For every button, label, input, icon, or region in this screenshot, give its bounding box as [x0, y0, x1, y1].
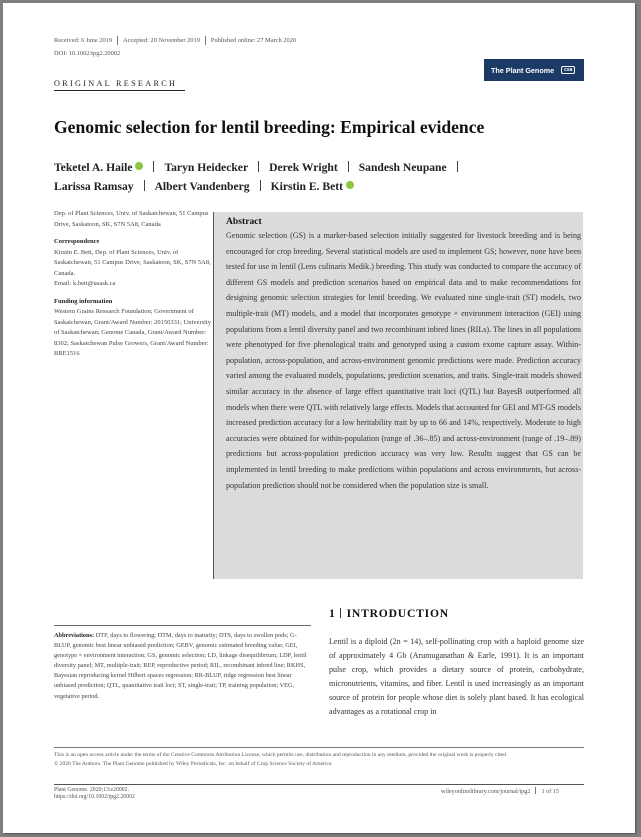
- abbreviations-text: DTF, days to flowering; DTM, days to maturity; DTS, days to swollen pods; G-BLUP, genomic best linear unbiased prediction; GEBV, genomic estimated breeding value; GEI, genotype × environment interaction; GS, genomic selection; LD, linkage disequilibrium; LDP, lentil diversity panel; MT, multiple-trait; REP, reproductive period; RIL, recombinant inbred line; RKHS, Bayesian reproducing kernel Hilbert spaces regression; RR-BLUP, ridge regression best linear unbiased prediction; QTL, quantitative trait loci; ST, single-trait; TP, training population; VEG, vegetative period.: [54, 632, 307, 700]
- introduction-heading: [329, 607, 449, 620]
- abstract-text: Genomic selection (GS) is a marker-based selection initially suggested for livestock breeding and is being encouraged for crop breeding. Several statistical models are used to implement GS; however, none have been tested for use in lentil (Lens culinaris Medik.) breeding. This study was conducted to compare the accuracy of different GS models and prediction scenarios based on empirical data and to make recommendations for designing genomic selection strategies for lentil breeding. We evaluated nine single-trait (ST) models, two multiple-trait (MT) models, and a model that incorporates genotype × environment interaction (GEI) using populations from a lentil diversity panel and two recombinant inbred lines (RILs). The lines in all populations were phenotyped for five phenological traits and genotyped using a custom exome capture assay. Within-population, across-population, and across-environment genomic predictions were made. Prediction accuracy varied among the evaluated models, populations, prediction scenarios, and traits. Single-trait models showed similar accuracy in the absence of large effect quantitative trait loci (QTL) but BayesB outperformed all models when there were QTL with relatively large effects. Models that accounted for GEI and MT-GS models increased prediction accuracy for a low heritability trait by up to 66 and 14%, respectively. Moderate to high accuracies were obtained for within-population (range of .36–.85) and across-environment (range of .19–.89) predictions but across-population prediction accuracy was very low. Results suggest that GS can be implemented in lentil breeding to make predictions within populations and across environments, but across-population prediction should not be considered when the population size is small.: [226, 231, 581, 490]
- bottom-rule: [54, 784, 584, 785]
- introduction-text: Lentil is a diploid (2n = 14), self-pollinating crop with a haploid genome size of approximately 4 Gb (Arumuganathan & Earle, 1991). It is an important pulse crop, which provides a dietary source of protein, carbohydrate, micronutrients, vitamins, and fiber. Lentil is used increasingly as an important source of protein for people whose diet is solely plant based. It has ecological advantages as a rotational crop in: [329, 637, 584, 716]
- journal-logo-text: The Plant Genome: [491, 65, 555, 75]
- affiliation: Dep. of Plant Sciences, Univ. of Saskatchewan, 51 Campus Drive, Saskatoon, SK, S7N 5A8, Canada: [54, 210, 209, 228]
- received-date: Received: 6 June 2019: [54, 36, 113, 44]
- orcid-icon[interactable]: [135, 162, 143, 170]
- orcid-icon[interactable]: [346, 181, 354, 189]
- author-list: [54, 158, 574, 196]
- license-text: This is an open access article under the terms of the Creative Commons Attribution License, which permits use, distribution and reproduction in any medium, provided the original work is properly cited.: [54, 752, 508, 758]
- abstract-heading: Abstract: [226, 216, 262, 227]
- article-title: Genomic selection for lentil breeding: Empirical evidence: [54, 117, 485, 137]
- funding-heading: Funding information: [54, 297, 113, 305]
- author[interactable]: Teketel A. Haile: [54, 161, 143, 174]
- article-info-sidebar: [54, 209, 214, 360]
- author[interactable]: Albert Vandenberg: [154, 180, 250, 193]
- citation: Plant Genome. 2020;13:e20002.: [54, 787, 130, 793]
- article-type-rule: [54, 90, 185, 91]
- abbreviations: [54, 631, 311, 702]
- journal-citation: [54, 787, 135, 801]
- doi[interactable]: DOI: 10.1002/tpg2.20002: [54, 50, 121, 57]
- accepted-date: Accepted: 20 November 2019: [123, 36, 200, 44]
- section-title: INTRODUCTION: [346, 607, 449, 620]
- author[interactable]: Larissa Ramsay: [54, 180, 134, 193]
- correspondence-heading: Correspondence: [54, 238, 100, 245]
- site-link[interactable]: wileyonlinelibrary.com/journal/tpg2: [441, 788, 531, 795]
- author[interactable]: Derek Wright: [269, 161, 338, 174]
- copyright: © 2020 The Authors. The Plant Genome published by Wiley Periodicals, Inc. on behalf of Crop Science Society of America: [54, 760, 332, 767]
- footer-rule: [54, 747, 584, 748]
- author[interactable]: Kirstin E. Bett: [271, 180, 354, 193]
- author[interactable]: Taryn Heidecker: [164, 161, 249, 174]
- publication-dates: [54, 36, 296, 45]
- license-notice: [54, 751, 584, 768]
- published-date: Published online: 27 March 2020: [210, 36, 297, 44]
- article-page: [3, 3, 635, 833]
- correspondence: Kirstin E. Bett, Dep. of Plant Sciences, Univ. of Saskatchewan, 51 Campus Drive, Saskatoon, SK, S7N 5A8, Canada.: [54, 248, 211, 277]
- funding: Western Grains Research Foundation; Government of Saskatchewan, Grant/Award Number: 20150331; University of Saskatchewan; Genome Canada, Grant/Award Number: 8302; Saskatchewan Pulse Growers, Grant/Award Number: BRE1516: [54, 308, 211, 357]
- page-number: 1 of 15: [541, 788, 559, 795]
- email[interactable]: Email: k.bett@usask.ca: [54, 280, 116, 287]
- journal-logo[interactable]: [484, 59, 584, 81]
- society-logo-icon: csa: [561, 66, 575, 74]
- journal-site: [441, 787, 559, 795]
- article-type: ORIGINAL RESEARCH: [54, 79, 178, 88]
- author[interactable]: Sandesh Neupane: [358, 161, 447, 174]
- section-number: 1: [329, 607, 336, 620]
- abbreviations-label: Abbreviations:: [54, 632, 95, 639]
- doi-link[interactable]: https://doi.org/10.1002/tpg2.20002: [54, 794, 135, 801]
- abstract-box: [213, 212, 583, 579]
- abbreviations-rule: [54, 625, 311, 626]
